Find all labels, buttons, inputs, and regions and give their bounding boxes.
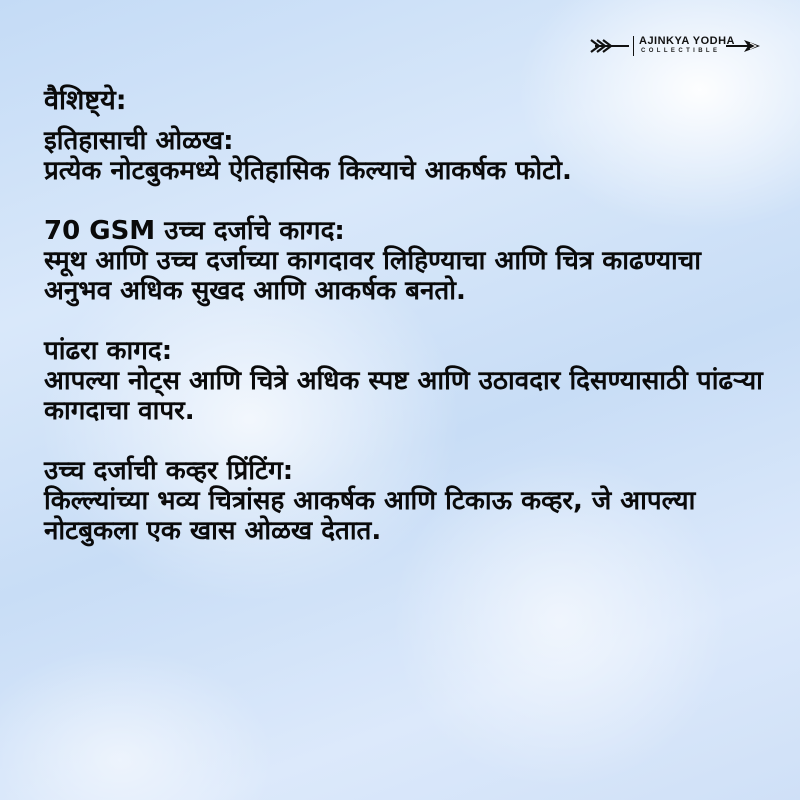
feature-item	[44, 126, 764, 186]
feature-title: उच्च दर्जाची कव्हर प्रिंटिंग:	[44, 456, 294, 486]
feature-item	[44, 336, 764, 426]
feature-description: किल्ल्यांच्या भव्य चित्रांसह आकर्षक आणि टिकाऊ कव्हर, जे आपल्या नोटबुकला एक खास ओळख देतात.	[44, 486, 696, 546]
brand-name: AJINKYA YODHA	[639, 35, 735, 47]
arrow-fletching-icon	[589, 38, 629, 54]
arrowhead-icon	[726, 38, 762, 54]
feature-title: 70 GSM उच्च दर्जाचे कागद:	[44, 216, 345, 246]
feature-title: पांढरा कागद:	[44, 336, 173, 366]
logo-divider	[633, 36, 634, 56]
feature-title: इतिहासाची ओळख:	[44, 126, 234, 156]
feature-description: प्रत्येक नोटबुकमध्ये ऐतिहासिक किल्याचे आकर्षक फोटो.	[44, 156, 572, 186]
feature-item	[44, 216, 764, 306]
brand-tagline: COLLECTIBLE	[641, 48, 721, 54]
feature-description: आपल्या नोट्स आणि चित्रे अधिक स्पष्ट आणि उठावदार दिसण्यासाठी पांढऱ्या कागदाचा वापर.	[44, 366, 763, 426]
feature-description: स्मूथ आणि उच्च दर्जाच्या कागदावर लिहिण्याचा आणि चित्र काढण्याचा अनुभव अधिक सुखद आणि आकर्षक बनतो.	[44, 246, 702, 306]
brand-logo	[589, 34, 779, 58]
features-heading: वैशिष्ट्ये:	[44, 85, 127, 116]
feature-section	[44, 86, 764, 576]
feature-item	[44, 456, 764, 546]
